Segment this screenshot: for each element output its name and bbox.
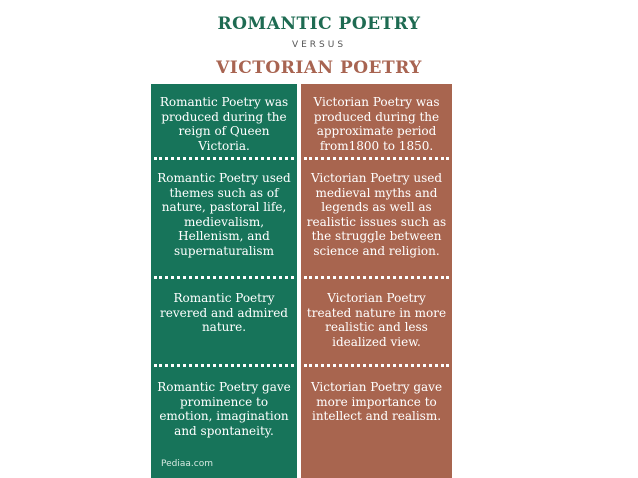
row-divider — [154, 157, 294, 160]
romantic-cell-3: Romantic Poetry revered and admired nature. — [159, 291, 288, 334]
comparison-table — [151, 84, 452, 478]
row-divider — [154, 276, 294, 279]
romantic-cell-4: Romantic Poetry gave prominence to emotion, imagination and spontaneity. — [157, 380, 291, 438]
victorian-column — [301, 84, 452, 478]
victorian-cell-1: Victorian Poetry was produced during the approximate period from1800 to 1850. — [313, 95, 440, 153]
row-divider — [154, 364, 294, 367]
row-divider — [304, 157, 449, 160]
row-divider — [304, 276, 449, 279]
romantic-column — [151, 84, 297, 478]
page-title: ROMANTIC POETRY — [217, 14, 421, 34]
row-divider — [304, 364, 449, 367]
romantic-cell-2: Romantic Poetry used themes such as of nature, pastoral life, medievalism, Hellenism, and supernaturalism — [157, 171, 291, 258]
victorian-cell-4: Victorian Poetry gave more importance to intellect and realism. — [310, 380, 443, 423]
versus-label: VERSUS — [291, 40, 347, 50]
romantic-cell-1: Romantic Poetry was produced during the reign of Queen Victoria. — [159, 95, 289, 153]
victorian-cell-3: Victorian Poetry treated nature in more realistic and less idealized view. — [306, 291, 447, 349]
page-subtitle: VICTORIAN POETRY — [216, 58, 422, 78]
source-credit: Pediaa.com — [161, 459, 213, 469]
victorian-cell-2: Victorian Poetry used medieval myths and legends as well as realistic issues such as the struggle between science and religion. — [306, 171, 447, 258]
